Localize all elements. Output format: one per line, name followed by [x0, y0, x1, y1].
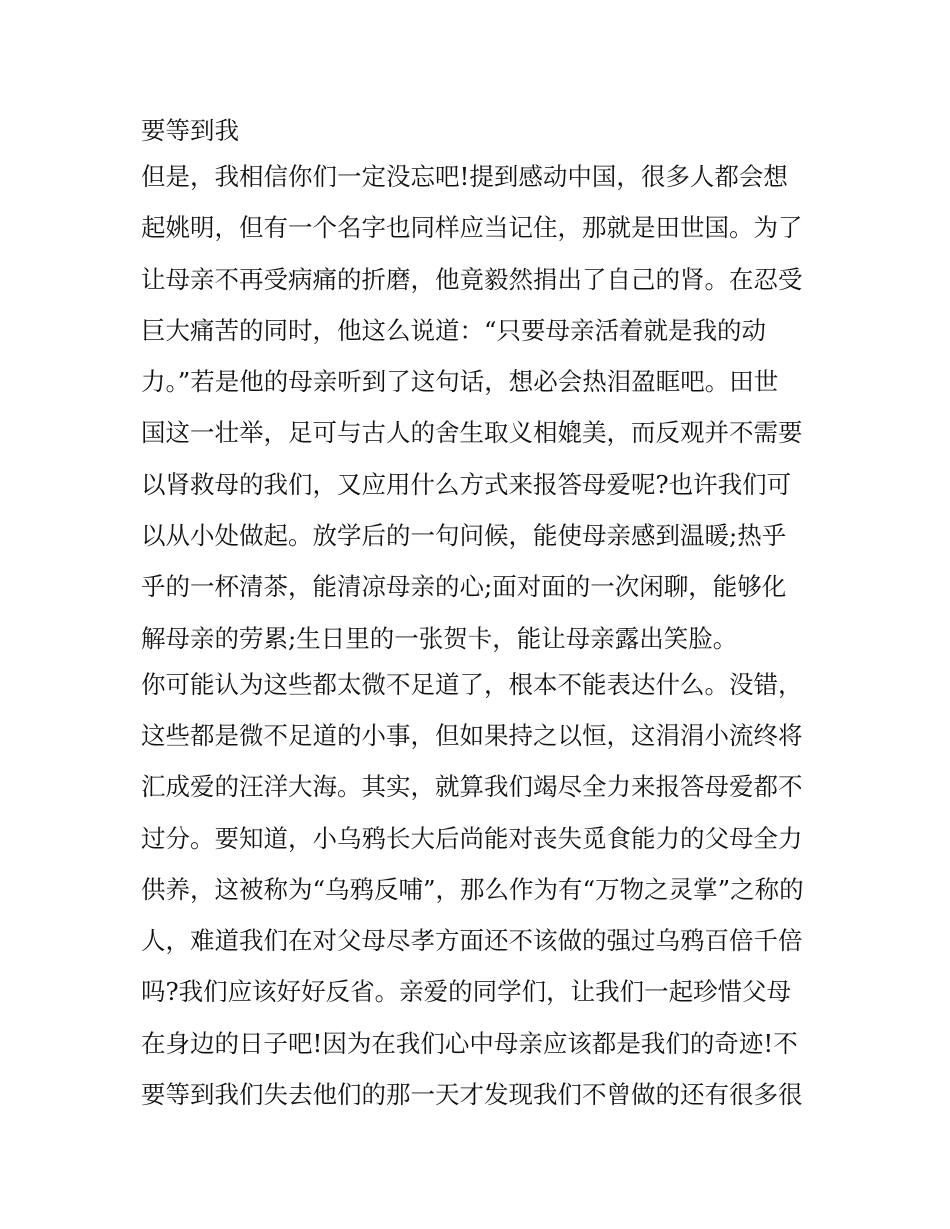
text-line: 在身边的日子吧!因为在我们心中母亲应该都是我们的奇迹!不	[141, 1028, 798, 1058]
text-line: 以肾救母的我们，又应用什么方式来报答母爱呢?也许我们可	[141, 469, 792, 499]
text-line: 你可能认为这些都太微不足道了，根本不能表达什么。没错，	[141, 669, 803, 699]
body-text	[141, 112, 821, 1127]
text-line: 让母亲不再受病痛的折磨，他竟毅然捐出了自己的肾。在忍受	[141, 264, 803, 294]
text-line: 要等到我	[141, 116, 239, 145]
text-line: 要等到我们失去他们的那一天才发现我们不曾做的还有很多很	[141, 1080, 803, 1110]
text-line: 供养，这被称为“乌鸦反哺”，那么作为有“万物之灵掌”之称的	[141, 874, 804, 904]
text-line: 乎的一杯清茶，能清凉母亲的心;面对面的一次闲聊，能够化	[141, 572, 787, 602]
text-line: 解母亲的劳累;生日里的一张贺卡，能让母亲露出笑脸。	[141, 623, 738, 653]
text-line: 但是，我相信你们一定没忘吧!提到感动中国，很多人都会想	[141, 162, 788, 191]
text-line: 吗?我们应该好好反省。亲爱的同学们，让我们一起珍惜父母	[141, 977, 792, 1007]
text-line: 汇成爱的汪洋大海。其实，就算我们竭尽全力来报答母爱都不	[141, 772, 803, 802]
text-line: 人，难道我们在对父母尽孝方面还不该做的强过乌鸦百倍千倍	[141, 926, 803, 956]
text-line: 力。”若是他的母亲听到了这句话，想必会热泪盈眶吧。田世	[141, 367, 779, 397]
text-line: 过分。要知道，小乌鸦长大后尚能对丧失觅食能力的父母全力	[141, 823, 803, 853]
text-line: 以从小处做起。放学后的一句问候，能使母亲感到温暖;热乎	[141, 521, 787, 551]
text-line: 国这一壮举，足可与古人的舍生取义相媲美，而反观并不需要	[141, 418, 803, 448]
text-line: 起姚明，但有一个名字也同样应当记住，那就是田世国。为了	[141, 213, 803, 243]
text-line: 巨大痛苦的同时，他这么说道：“只要母亲活着就是我的动	[141, 315, 767, 345]
text-line: 这些都是微不足道的小事，但如果持之以恒，这涓涓小流终将	[141, 720, 803, 750]
